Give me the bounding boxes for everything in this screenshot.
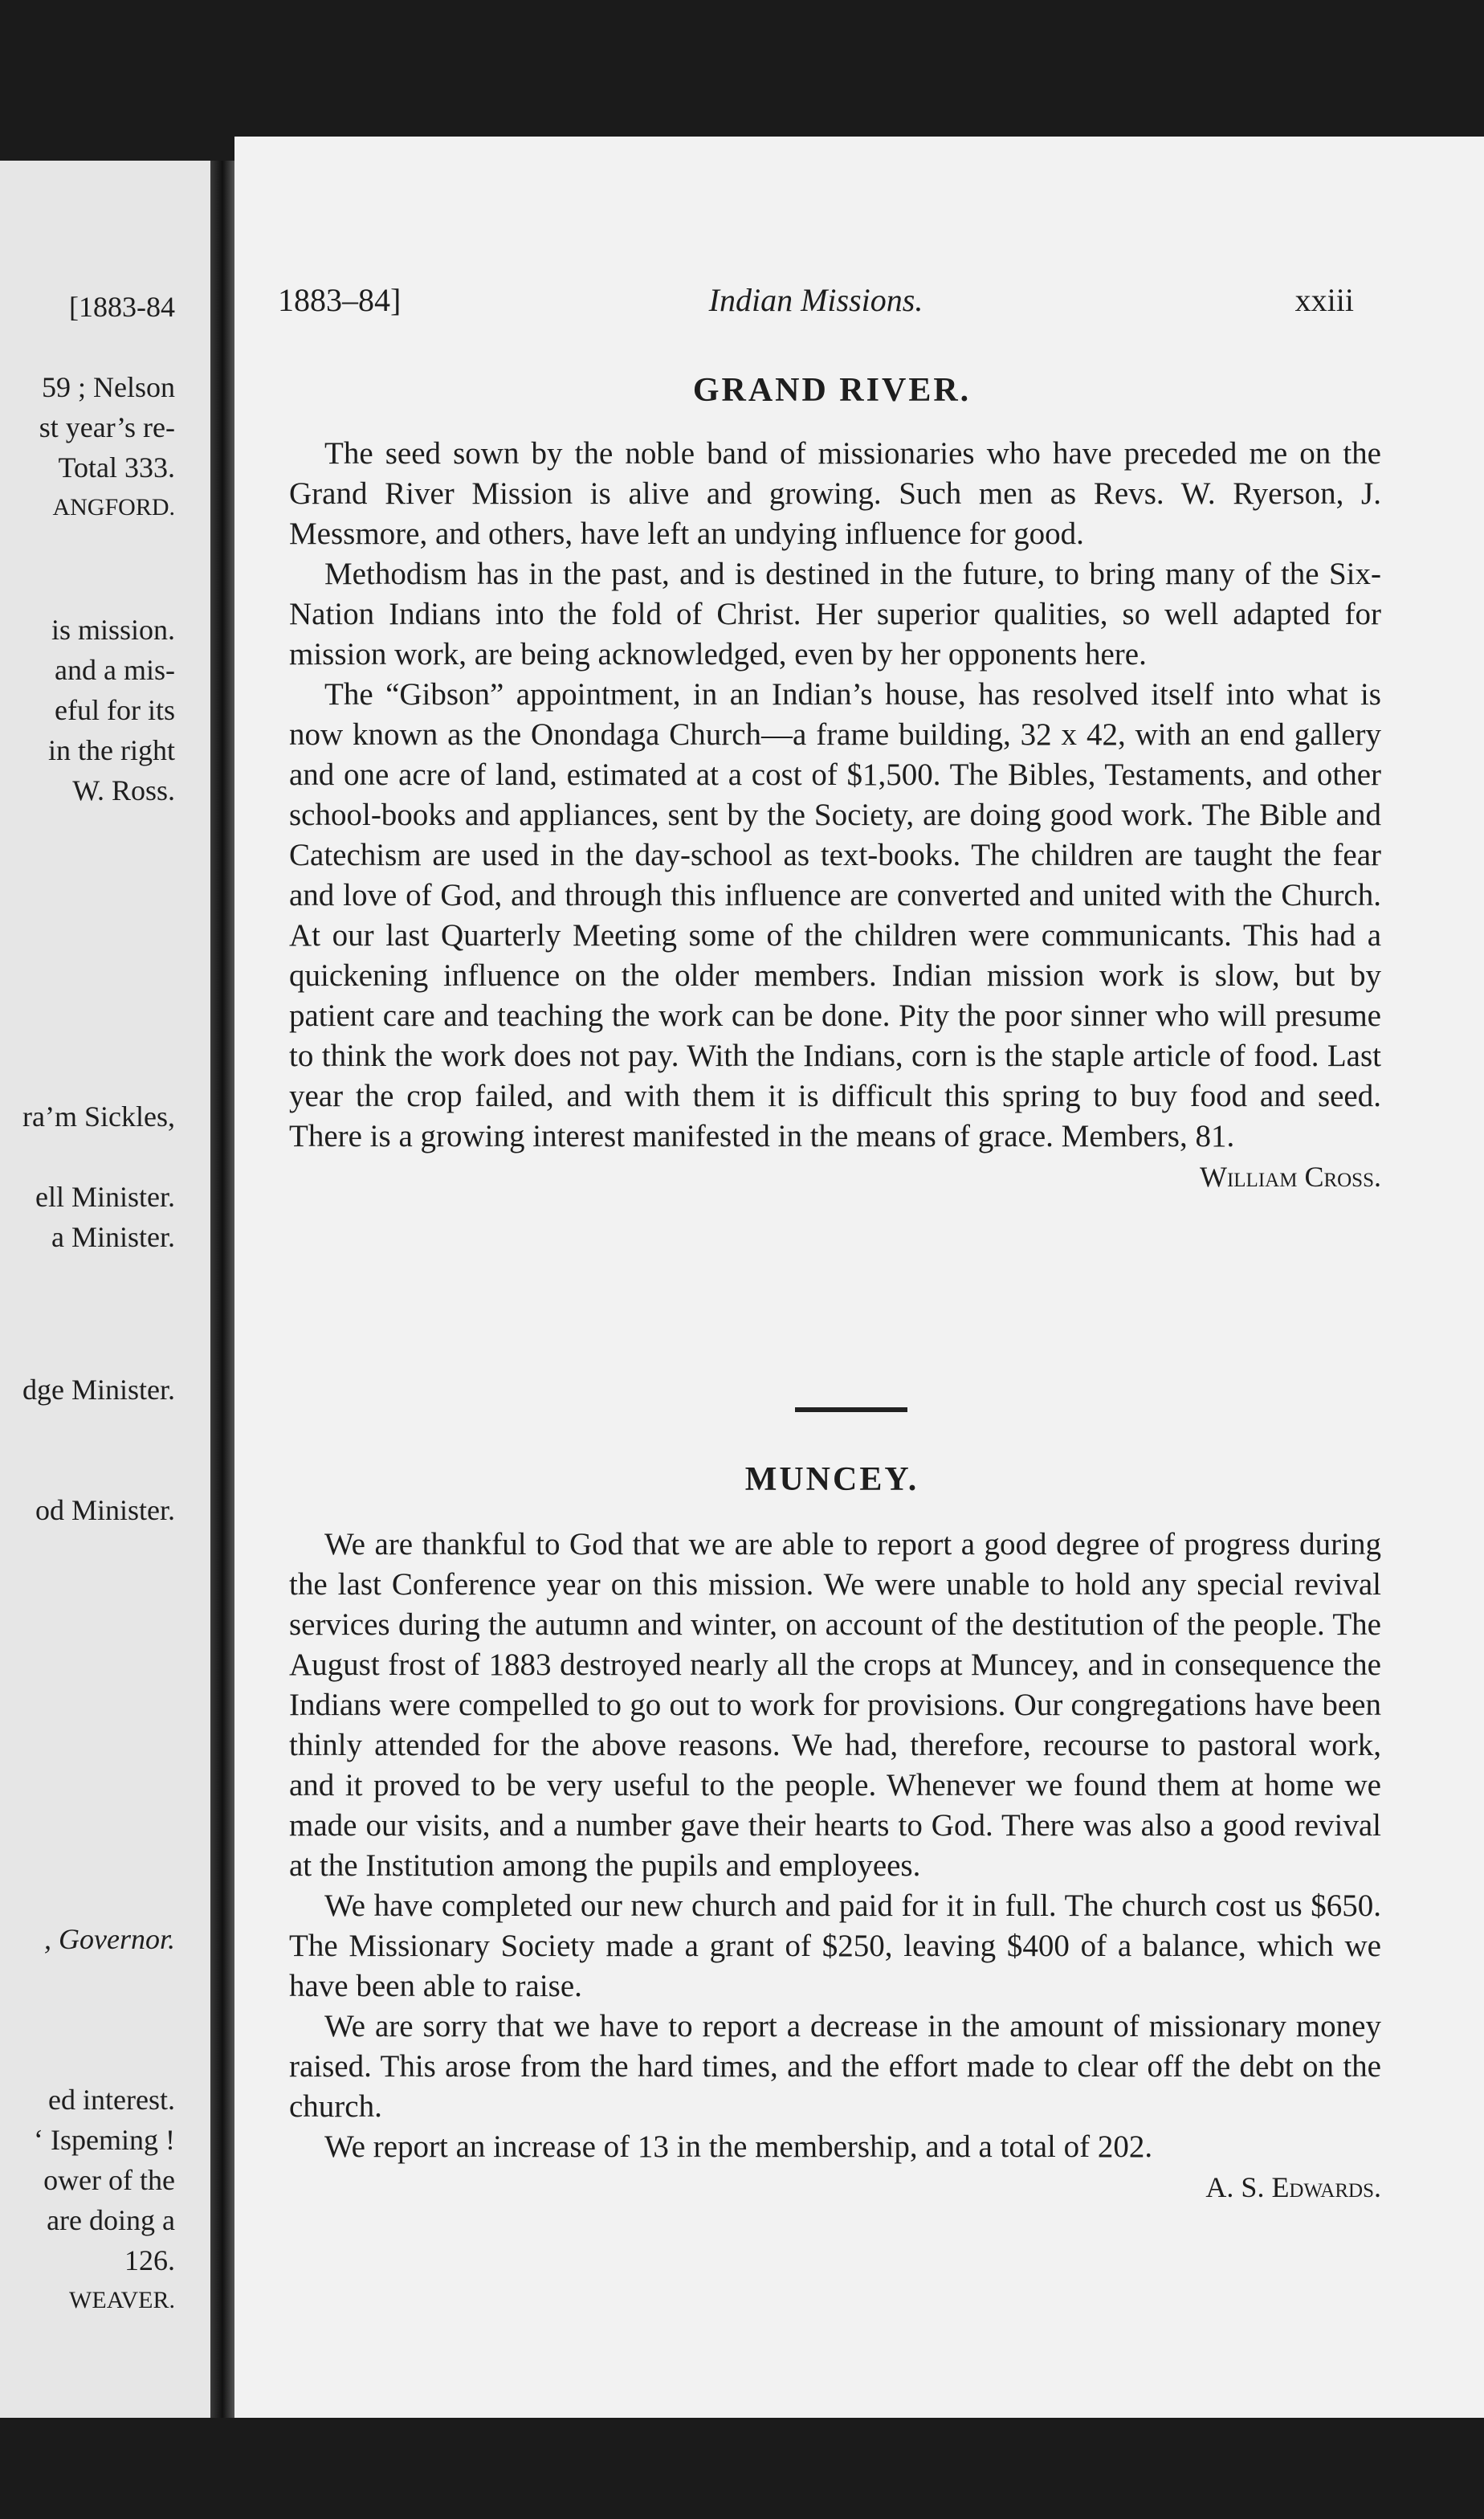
left-page-line: st year’s re- <box>39 411 175 443</box>
scan-border <box>0 2418 1484 2519</box>
section-body-muncey <box>289 1525 1381 2207</box>
left-page <box>0 161 210 2418</box>
left-page-line: , Governor. <box>44 1923 175 1955</box>
section-body-grand-river <box>289 434 1381 1197</box>
left-page-line: a Minister. <box>51 1221 175 1253</box>
paragraph: The “Gibson” appointment, in an Indian’s house, has resolved itself into what is now known as the Onondaga Church—a frame building, 32 x 42, with an end gallery and one acre of land, estimated at a cost of $1,500. The Bibles, Testaments, and other school-books and appliances, sent by the Society, are doing good work. The Bible and Catechism are used in the day-school as text-books. The children are taught the fear and love of God, and through this influence are converted and united with the Church. At our last Quarterly Meeting some of the children were communicants. This had a quickening influence on the older members. Indian mission work is slow, but by patient care and teaching the work can be done. Pity the poor sinner who will presume to think the work does not pay. With the Indians, corn is the staple article of food. Last year the crop failed, and with them it is difficult this spring to buy food and seed. There is a growing interest manifested in the means of grace. Members, 81. <box>289 677 1381 1153</box>
paragraph: We report an increase of 13 in the membership, and a total of 202. <box>324 2129 1153 2164</box>
section-divider <box>795 1407 907 1412</box>
left-page-line: [1883-84 <box>69 291 175 323</box>
left-page-line: Total 333. <box>58 451 175 484</box>
book-gutter <box>210 161 234 2418</box>
section-title-muncey: MUNCEY. <box>744 1461 919 1498</box>
paragraph: We are thankful to God that we are able to report a good degree of progress during the last Conference year on this mission. We were unable to hold any special revival services during the autumn and winter, on account of the destitution of the people. The August frost of 1883 destroyed nearly all the crops at Muncey, and in consequence the Indians were compelled to go out to work for provisions. Our congregations have been thinly attended for the above reasons. We had, therefore, recourse to pastoral work, and it proved to be very useful to the people. Whenever we found them at home we made our visits, and a number gave their hearts to God. There was also a good revival at the Institution among the pupils and employees. <box>289 1527 1381 1883</box>
page-number: xxiii <box>1294 282 1354 318</box>
left-page-line: 59 ; Nelson <box>42 371 175 403</box>
left-page-line: dge Minister. <box>22 1374 175 1406</box>
left-page-line: WEAVER. <box>69 2287 175 2313</box>
running-header <box>278 281 1354 329</box>
left-page-line: od Minister. <box>35 1494 175 1526</box>
left-page-line: ell Minister. <box>35 1181 175 1213</box>
left-page-line: ra’m Sickles, <box>22 1100 175 1133</box>
left-page-line: is mission. <box>51 614 175 646</box>
left-page-line: ‘ Ispeming ! <box>34 2124 175 2156</box>
header-year: 1883–84] <box>278 282 402 318</box>
header-title: Indian Missions. <box>708 282 923 318</box>
left-page-line: eful for its <box>55 694 175 726</box>
signature: William Cross. <box>1199 1161 1381 1193</box>
paragraph: We are sorry that we have to report a decrease in the amount of missionary money raised. This arose from the hard times, and the effort made to clear off the debt on the church. <box>289 2009 1381 2124</box>
left-page-line: 126. <box>124 2244 175 2276</box>
left-page-line: ed interest. <box>48 2084 175 2116</box>
left-page-line: are doing a <box>47 2204 175 2236</box>
paragraph: We have completed our new church and paid for it in full. The church cost us $650. The Missionary Society made a grant of $250, leaving $400 of a balance, which we have been able to raise. <box>289 1888 1381 2003</box>
left-page-line: in the right <box>48 734 175 766</box>
left-page-line: ANGFORD. <box>52 494 175 521</box>
left-page-line: W. Ross. <box>72 774 175 806</box>
section-title-grand-river: GRAND RIVER. <box>692 372 972 409</box>
signature: A. S. Edwards. <box>1205 2171 1381 2203</box>
left-page-line: ower of the <box>43 2164 175 2196</box>
paragraph: Methodism has in the past, and is destined in the future, to bring many of the Six-Nation Indians into the fold of Christ. Her superior qualities, so well adapted for mission work, are being acknowledged, even by her opponents here. <box>289 557 1381 672</box>
left-page-line: and a mis- <box>55 654 175 686</box>
paragraph: The seed sown by the noble band of missionaries who have preceded me on the Grand River Mission is alive and growing. Such men as Revs. W. Ryerson, J. Messmore, and others, have left an undying influence for good. <box>289 436 1381 551</box>
